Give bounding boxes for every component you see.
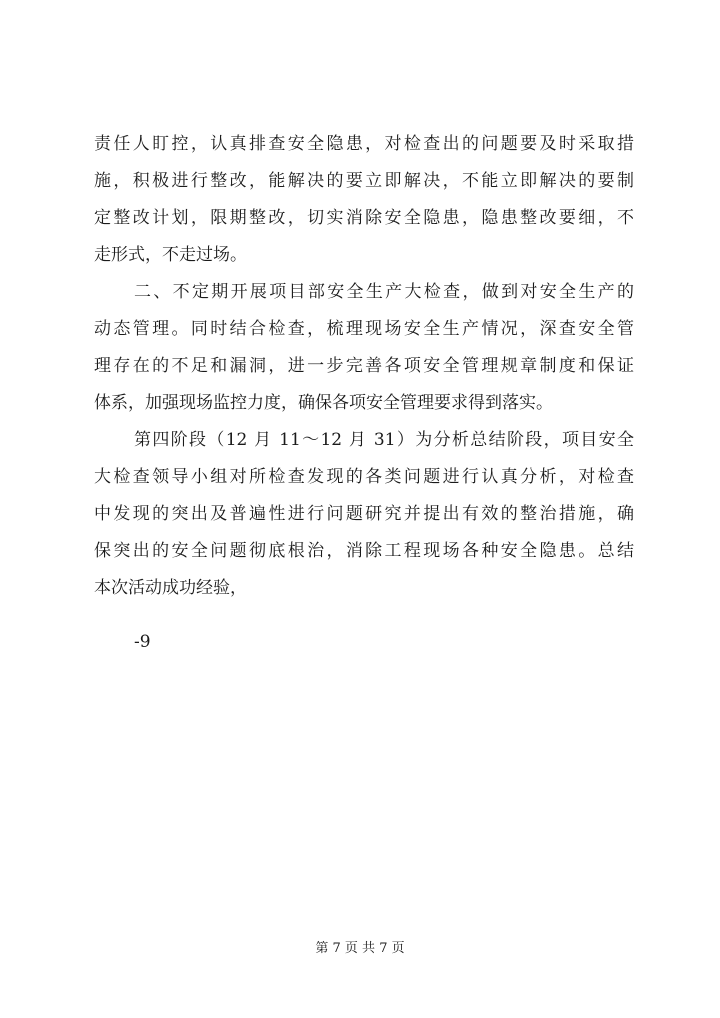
paragraph-line: 中发现的突出及普遍性进行问题研究并提出有效的整治措施，确 [94, 504, 634, 524]
paragraph-line: 二、不定期开展项目部安全生产大检查，做到对安全生产的 [134, 282, 634, 302]
paragraph-line: 第四阶段（12 月 11～12 月 31）为分析总结阶段，项目安全 [134, 430, 634, 450]
paragraph-line: 体系，加强现场监控力度，确保各项安全管理要求得到落实。 [94, 393, 553, 413]
paragraph-line: 走形式，不走过场。 [94, 245, 247, 265]
document-body [94, 126, 634, 661]
paragraph-line: 定整改计划，限期整改，切实消除安全隐患，隐患整改要细，不 [94, 208, 634, 228]
spacer [94, 607, 634, 624]
paragraph-2 [94, 274, 634, 422]
paragraph-line: 本次活动成功经验， [94, 578, 247, 598]
paragraph-line: 保突出的安全问题彻底根治，消除工程现场各种安全隐患。总结 [94, 541, 634, 561]
paragraph-line: 动态管理。同时结合检查，梳理现场安全生产情况，深查安全管 [94, 319, 634, 339]
page-reference: -9 [134, 632, 151, 652]
paragraph-line: 大检查领导小组对所检查发现的各类问题进行认真分析，对检查 [94, 467, 634, 487]
page-footer: 第 7 页 共 7 页 [315, 941, 405, 956]
paragraph-1 [94, 126, 634, 274]
paragraph-line: 理存在的不足和漏洞，进一步完善各项安全管理规章制度和保证 [94, 356, 634, 376]
paragraph-line: 施，积极进行整改，能解决的要立即解决，不能立即解决的要制 [94, 171, 634, 191]
paragraph-3 [94, 422, 634, 607]
paragraph-line: 责任人盯控，认真排查安全隐患，对检查出的问题要及时采取措 [94, 134, 634, 154]
